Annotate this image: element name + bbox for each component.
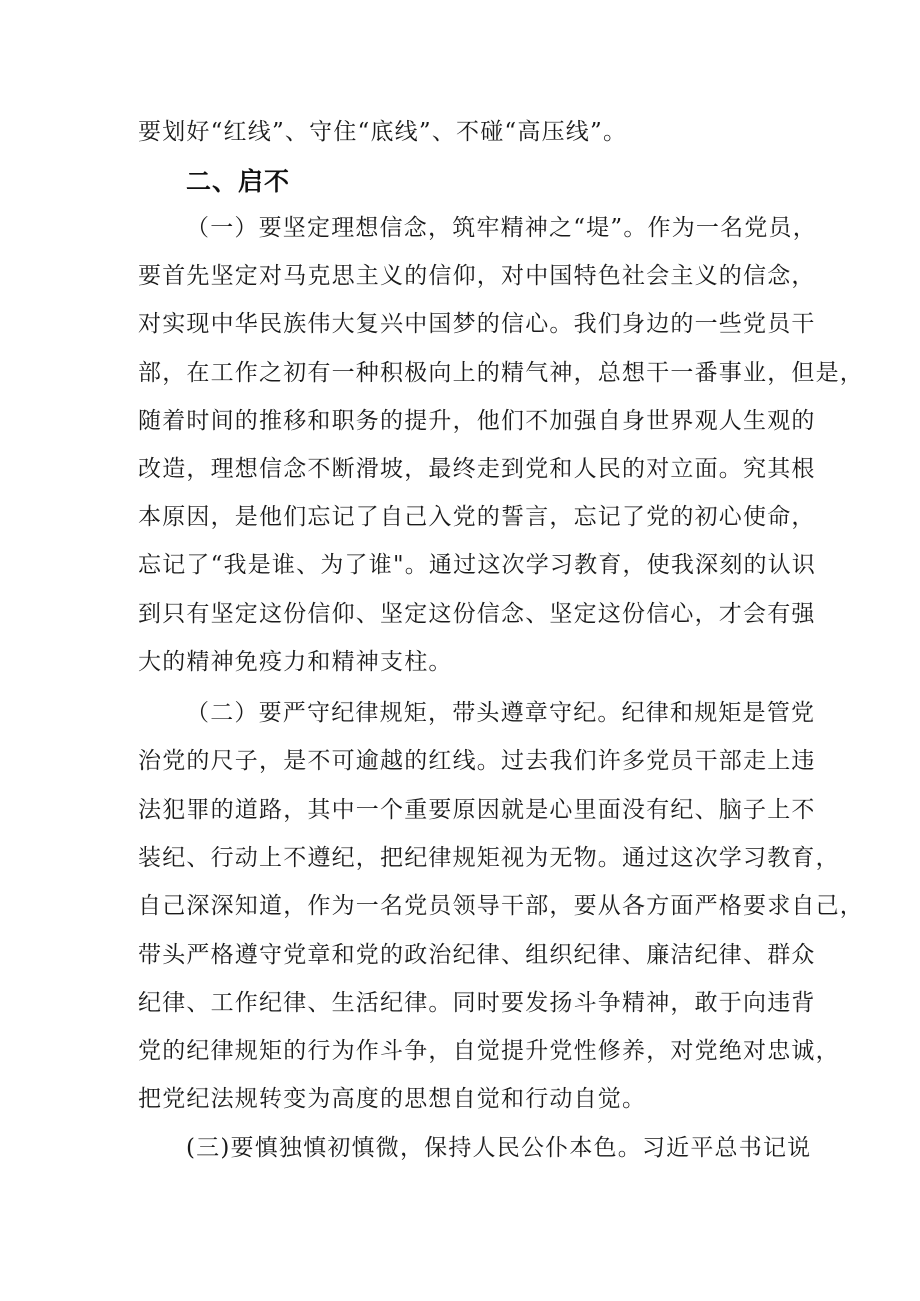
paragraph-1-line-6: 改造，理想信念不断滑坡，最终走到党和人民的对立面。究其根	[138, 456, 816, 482]
paragraph-2-line-4: 装纪、行动上不遵纪，把纪律规矩视为无物。通过这次学习教育，	[138, 845, 840, 871]
paragraph-1-line-8: 忘记了“我是谁、为了谁"。通过这次学习教育，使我深刻的认识	[138, 552, 817, 578]
paragraph-1-line-3: 对实现中华民族伟大复兴中国梦的信心。我们身边的一些党员干	[138, 311, 816, 337]
intro-line: 要划好“红线”、守住“底线”、不碰“高压线”。	[138, 119, 628, 145]
paragraph-2-line-1: （二）要严守纪律规矩，带头遵章守纪。纪律和规矩是管党	[186, 700, 816, 726]
paragraph-3-line-1: (三)要慎独慎初慎微，保持人民公仆本色。习近平总书记说	[186, 1135, 812, 1161]
paragraph-2-line-9: 把党纪法规转变为高度的思想自觉和行动自觉。	[138, 1086, 647, 1112]
paragraph-1-line-7: 本原因，是他们忘记了自己入党的誓言，忘记了党的初心使命，	[138, 504, 816, 530]
paragraph-1-line-1: （一）要坚定理想信念，筑牢精神之“堤”。作为一名党员，	[186, 215, 817, 241]
paragraph-1-line-2: 要首先坚定对马克思主义的信仰，对中国特色社会主义的信念，	[138, 263, 816, 289]
section-heading: 二、启不	[186, 167, 291, 196]
paragraph-2-line-3: 法犯罪的道路，其中一个重要原因就是心里面没有纪、脑子上不	[138, 797, 816, 823]
paragraph-1-line-4: 部，在工作之初有一种积极向上的精气神，总想干一番事业，但是，	[138, 360, 864, 386]
paragraph-2-line-6: 带头严格遵守党章和党的政治纪律、组织纪律、廉洁纪律、群众	[138, 942, 816, 968]
paragraph-1-line-9: 到只有坚定这份信仰、坚定这份信念、坚定这份信心，才会有强	[138, 601, 816, 627]
paragraph-2-line-7: 纪律、工作纪律、生活纪律。同时要发扬斗争精神，敢于向违背	[138, 990, 816, 1016]
paragraph-2-line-2: 治党的尺子，是不可逾越的红线。过去我们许多党员干部走上违	[138, 748, 816, 774]
paragraph-2-line-5: 自己深深知道，作为一名党员领导干部，要从各方面严格要求自己，	[138, 893, 864, 919]
paragraph-2-line-8: 党的纪律规矩的行为作斗争，自觉提升党性修养，对党绝对忠诚，	[138, 1038, 840, 1064]
paragraph-1-line-10: 大的精神免疫力和精神支柱。	[138, 649, 453, 675]
paragraph-1-line-5: 随着时间的推移和职务的提升，他们不加强自身世界观人生观的	[138, 408, 816, 434]
